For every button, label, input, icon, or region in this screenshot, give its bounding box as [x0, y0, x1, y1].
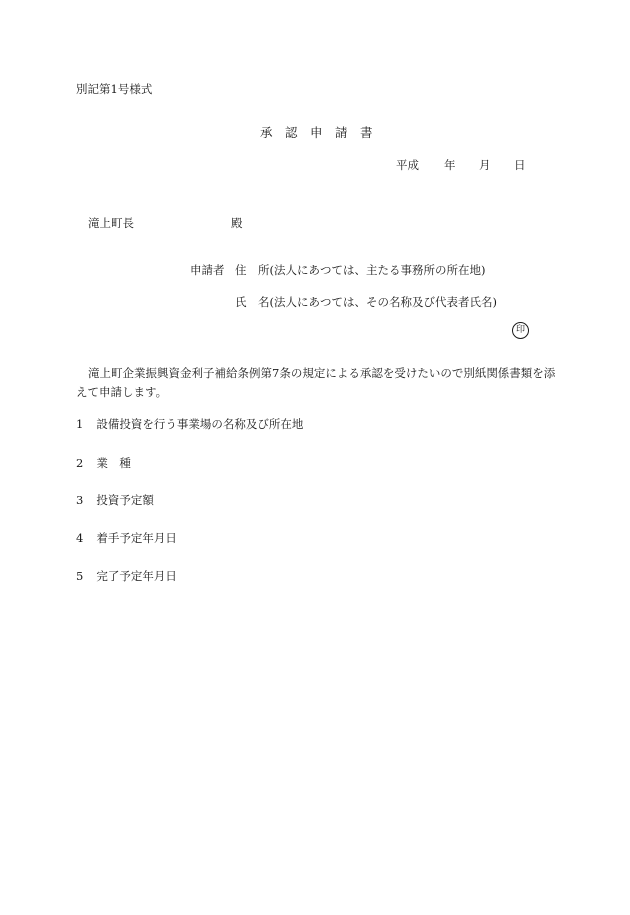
body-text: 滝上町企業振興資金利子補給条例第7条の規定による承認を受けたいので別紙関係書類を添えて申請します。	[76, 366, 556, 399]
item-label: 着手予定年月日	[96, 531, 177, 545]
form-label: 別記第1号様式	[76, 82, 153, 96]
item-label: 業 種	[96, 456, 131, 470]
list-item	[76, 455, 131, 471]
date-era: 平成	[396, 158, 419, 172]
date-day: 日	[514, 158, 526, 172]
item-label: 完了予定年月日	[96, 569, 177, 583]
body-paragraph	[76, 364, 558, 402]
list-item	[76, 530, 177, 546]
applicant-address-label: 住 所(法人にあつては、主たる事務所の所在地)	[235, 263, 486, 277]
item-number: 3	[76, 493, 84, 507]
item-number: 1	[76, 417, 84, 431]
item-number: 5	[76, 569, 84, 583]
list-item	[76, 416, 303, 432]
list-item	[76, 492, 154, 508]
document-title: 承 認 申 請 書	[260, 125, 373, 140]
item-number: 4	[76, 531, 84, 545]
seal-mark: 印	[512, 322, 529, 339]
item-label: 設備投資を行う事業場の名称及び所在地	[96, 417, 304, 431]
applicant-name-label: 氏 名(法人にあつては、その名称及び代表者氏名)	[235, 295, 497, 309]
date-year: 年	[444, 158, 456, 172]
date-month: 月	[479, 158, 491, 172]
item-number: 2	[76, 456, 84, 470]
addressee-honorific: 殿	[231, 216, 243, 230]
item-label: 投資予定額	[96, 493, 154, 507]
addressee-name: 滝上町長	[88, 216, 134, 230]
applicant-role: 申請者	[190, 263, 225, 277]
list-item	[76, 568, 177, 584]
